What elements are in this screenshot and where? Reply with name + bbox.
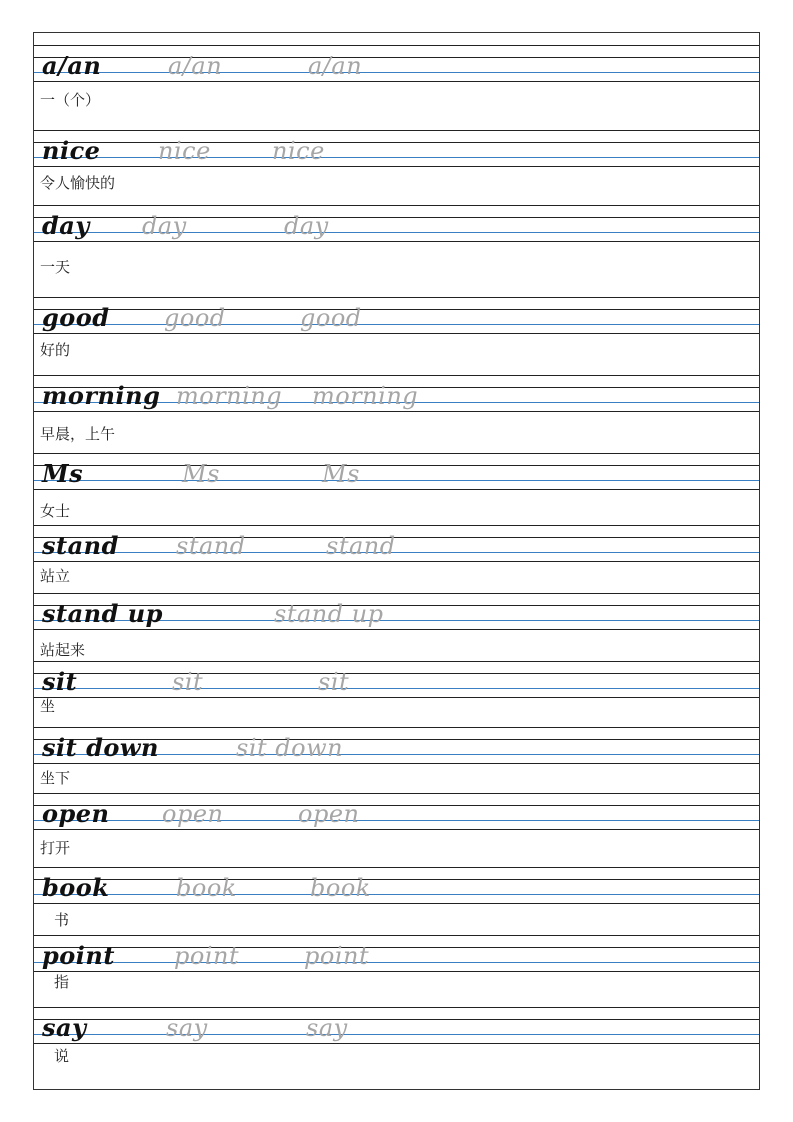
trace-word: sit: [172, 668, 204, 696]
guide-line: [34, 241, 759, 242]
word-meaning: 书: [54, 911, 70, 929]
guide-line: [34, 166, 759, 167]
baseline-guide: [34, 324, 759, 325]
guide-line: [34, 867, 759, 868]
guide-line: [34, 1019, 759, 1020]
trace-word: say: [166, 1014, 208, 1042]
trace-word: point: [304, 942, 370, 970]
guide-line: [34, 673, 759, 674]
vocab-word: open: [42, 799, 110, 828]
vocab-word: stand: [42, 531, 119, 560]
word-meaning: 指: [54, 973, 70, 991]
guide-line: [34, 309, 759, 310]
trace-word: morning: [176, 382, 283, 410]
guide-line: [34, 142, 759, 143]
guide-line: [34, 903, 759, 904]
guide-line: [34, 1043, 759, 1044]
guide-line: [34, 1007, 759, 1008]
guide-line: [34, 971, 759, 972]
trace-word: say: [306, 1014, 348, 1042]
baseline-guide: [34, 1034, 759, 1035]
trace-word: Ms: [182, 460, 220, 488]
trace-word: good: [164, 304, 226, 332]
word-meaning: 女士: [40, 502, 71, 520]
word-meaning: 好的: [40, 341, 71, 359]
guide-line: [34, 297, 759, 298]
trace-word: stand: [176, 532, 246, 560]
guide-line: [34, 411, 759, 412]
vocab-word: sit down: [42, 733, 159, 762]
word-meaning: 说: [54, 1047, 70, 1065]
vocab-word: book: [42, 873, 110, 902]
word-meaning: 站立: [40, 567, 71, 585]
trace-word: sit down: [236, 734, 344, 762]
guide-line: [34, 45, 759, 46]
vocab-word: sit: [42, 667, 78, 696]
vocab-word: Ms: [42, 459, 84, 488]
baseline-guide: [34, 820, 759, 821]
guide-line: [34, 561, 759, 562]
baseline-guide: [34, 157, 759, 158]
trace-word: day: [284, 212, 329, 240]
guide-line: [34, 661, 759, 662]
guide-line: [34, 935, 759, 936]
worksheet: [33, 32, 760, 1090]
guide-line: [34, 947, 759, 948]
trace-word: stand: [326, 532, 396, 560]
word-meaning: 站起来: [40, 641, 86, 659]
guide-line: [34, 333, 759, 334]
guide-line: [34, 629, 759, 630]
vocab-word: point: [42, 941, 115, 970]
baseline-guide: [34, 480, 759, 481]
vocab-word: nice: [42, 136, 101, 165]
trace-word: Ms: [322, 460, 360, 488]
word-meaning: 令人愉快的: [40, 174, 116, 192]
trace-word: sit: [318, 668, 350, 696]
baseline-guide: [34, 962, 759, 963]
guide-line: [34, 205, 759, 206]
trace-word: stand up: [274, 600, 384, 628]
guide-line: [34, 537, 759, 538]
guide-line: [34, 525, 759, 526]
guide-line: [34, 489, 759, 490]
baseline-guide: [34, 688, 759, 689]
guide-line: [34, 805, 759, 806]
vocab-word: good: [42, 303, 110, 332]
trace-word: book: [176, 874, 237, 902]
guide-line: [34, 727, 759, 728]
baseline-guide: [34, 894, 759, 895]
word-meaning: 坐下: [40, 769, 71, 787]
guide-line: [34, 57, 759, 58]
trace-word: point: [174, 942, 240, 970]
trace-word: a/an: [168, 52, 223, 80]
guide-line: [34, 453, 759, 454]
guide-line: [34, 81, 759, 82]
baseline-guide: [34, 72, 759, 73]
guide-line: [34, 697, 759, 698]
vocab-word: day: [42, 211, 90, 240]
trace-word: day: [142, 212, 187, 240]
vocab-word: stand up: [42, 599, 163, 628]
word-meaning: 早晨，上午: [40, 425, 116, 443]
guide-line: [34, 593, 759, 594]
vocab-word: a/an: [42, 51, 102, 80]
trace-word: nice: [272, 137, 325, 165]
trace-word: book: [310, 874, 371, 902]
guide-line: [34, 793, 759, 794]
guide-line: [34, 829, 759, 830]
word-meaning: 一（个）: [40, 91, 101, 109]
trace-word: morning: [312, 382, 419, 410]
guide-line: [34, 130, 759, 131]
guide-line: [34, 763, 759, 764]
vocab-word: say: [42, 1013, 87, 1042]
word-meaning: 坐: [40, 697, 56, 715]
trace-word: open: [298, 800, 360, 828]
guide-line: [34, 465, 759, 466]
trace-word: open: [162, 800, 224, 828]
guide-line: [34, 879, 759, 880]
word-meaning: 打开: [40, 839, 71, 857]
vocab-word: morning: [42, 381, 161, 410]
word-meaning: 一天: [40, 258, 71, 276]
trace-word: good: [300, 304, 362, 332]
baseline-guide: [34, 552, 759, 553]
guide-line: [34, 375, 759, 376]
trace-word: a/an: [308, 52, 363, 80]
trace-word: nice: [158, 137, 211, 165]
